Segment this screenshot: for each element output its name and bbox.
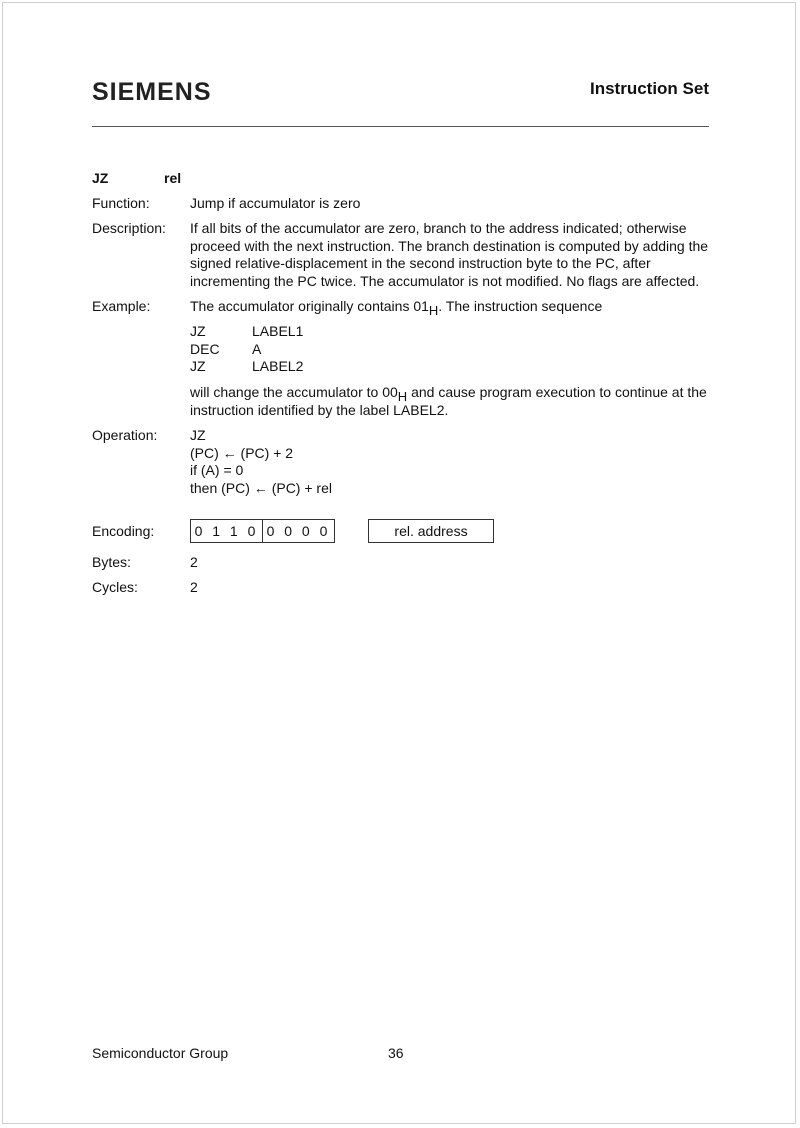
example-code <box>190 323 715 376</box>
code-line <box>190 323 715 341</box>
code-arg: LABEL1 <box>252 323 304 339</box>
opcode-high-nibble: 0 1 1 0 <box>194 523 259 539</box>
example-result-text-end: and cause program execution to continue at the <box>407 384 707 400</box>
description-text <box>190 220 715 290</box>
function-label: Function: <box>92 195 150 211</box>
example-result-line: instruction identified by the label LABEL2. <box>190 401 449 418</box>
code-op: DEC <box>190 340 220 357</box>
description-line: proceed with the next instruction. The branch destination is computed by adding the <box>190 237 709 254</box>
instruction-heading <box>92 170 181 186</box>
operation-text <box>190 427 715 497</box>
footer-company: Semiconductor Group <box>92 1045 229 1061</box>
hex-suffix: H <box>428 303 439 318</box>
page-number: 36 <box>388 1045 404 1061</box>
description-line: incrementing the PC twice. The accumulator is not modified. No flags are affected. <box>190 272 700 289</box>
code-arg: LABEL2 <box>252 358 304 374</box>
operation-line: if (A) = 0 <box>190 462 244 478</box>
code-op: JZ <box>190 358 206 374</box>
description-label: Description: <box>92 220 166 236</box>
description-line: If all bits of the accumulator are zero, branch to the address indicated; otherwise <box>190 220 687 236</box>
example-result-line <box>190 384 715 402</box>
cycles-value: 2 <box>190 579 198 595</box>
function-text: Jump if accumulator is zero <box>190 195 361 211</box>
operation-line: then (PC) ← (PC) + rel <box>190 479 332 496</box>
hex-suffix: H <box>397 389 408 404</box>
example-result <box>190 384 715 419</box>
cycles-label: Cycles: <box>92 579 138 595</box>
siemens-logo: SIEMENS <box>92 78 212 106</box>
operation-line: (PC) ← (PC) + 2 <box>190 444 294 461</box>
description-line: signed relative-displacement in the second instruction byte to the PC, after <box>190 255 651 271</box>
example-intro <box>190 298 715 316</box>
instruction-mnemonic: JZ <box>92 170 109 186</box>
encoding-label: Encoding: <box>92 523 155 539</box>
bytes-value: 2 <box>190 554 198 570</box>
example-label: Example: <box>92 298 151 314</box>
code-line <box>190 341 715 359</box>
example-intro-text: The accumulator originally contains 01 <box>190 298 429 314</box>
example-result-text: will change the accumulator to 00 <box>190 384 398 400</box>
rel-address-box: rel. address <box>368 519 494 543</box>
code-op: JZ <box>190 323 206 339</box>
bytes-label: Bytes: <box>92 554 131 570</box>
code-arg: A <box>252 340 262 357</box>
operation-label: Operation: <box>92 427 158 443</box>
opcode-byte-box <box>190 519 335 543</box>
code-line <box>190 358 715 376</box>
example-intro-text-end: . The instruction sequence <box>438 298 603 314</box>
header-divider <box>92 126 709 127</box>
operation-line: JZ <box>190 427 206 443</box>
instruction-operand: rel <box>164 170 182 186</box>
opcode-low-nibble: 0 0 0 0 <box>262 520 334 542</box>
header-title: Instruction Set <box>589 79 709 98</box>
